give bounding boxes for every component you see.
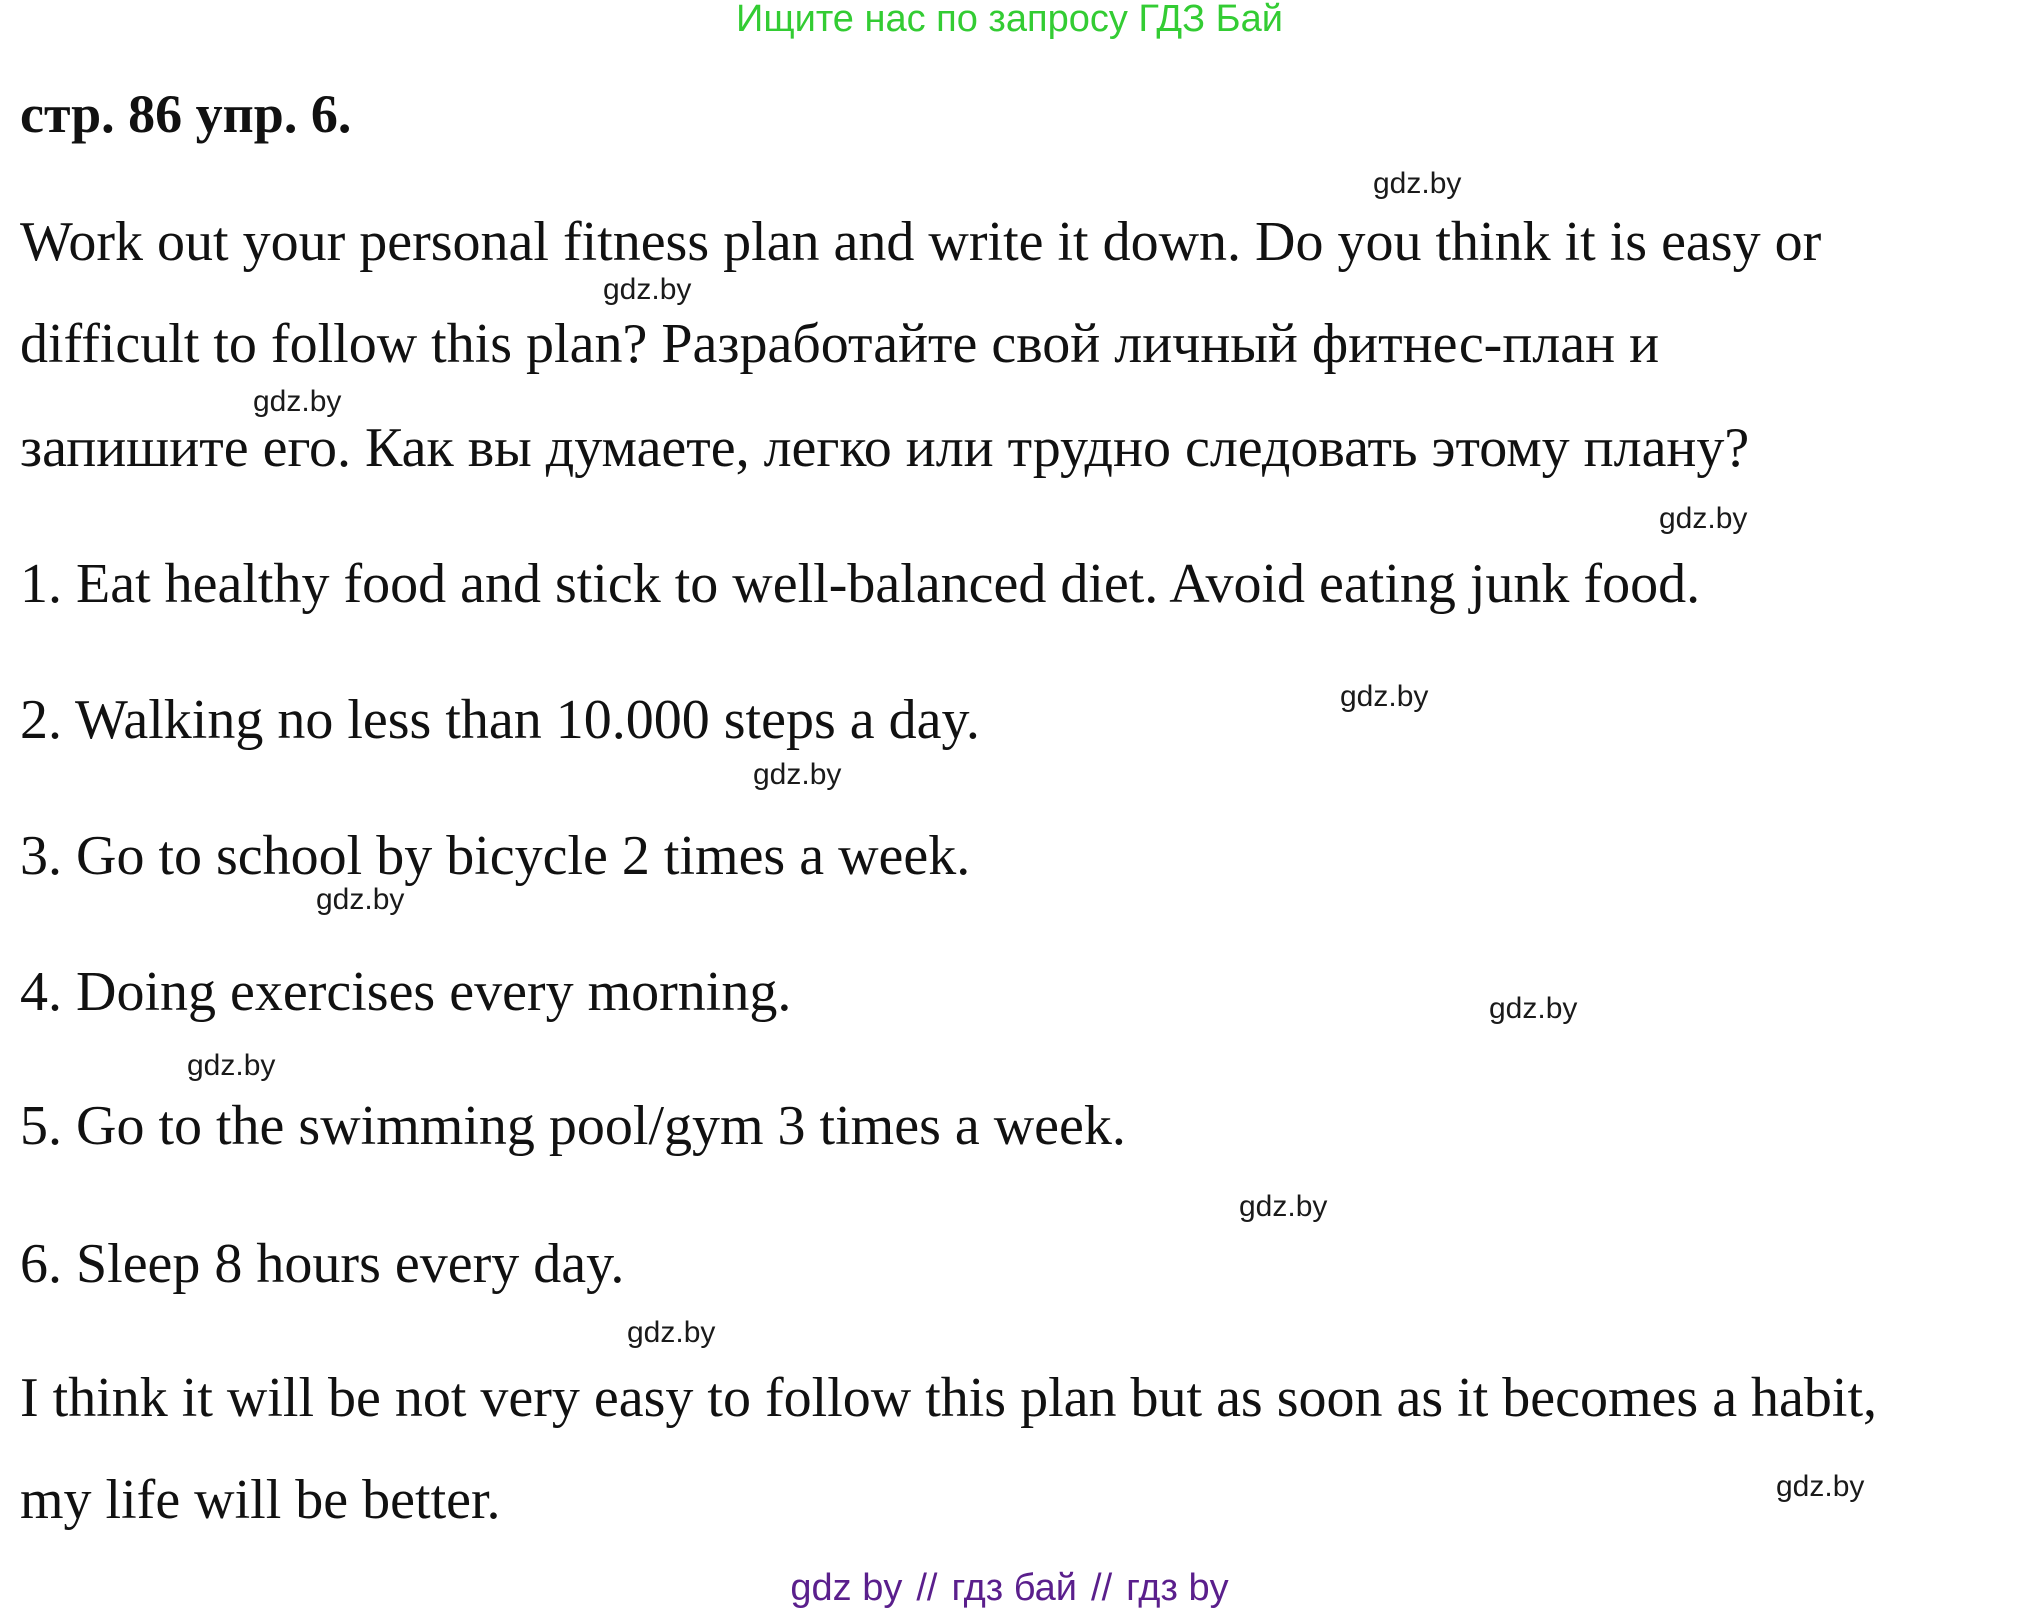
footer-link-gdz-by-ru[interactable]: гдз by (1126, 1567, 1229, 1609)
plan-item-6: 6. Sleep 8 hours every day. (20, 1233, 625, 1295)
watermark: gdz.by (187, 1049, 276, 1082)
footer-link-gdz-bai[interactable]: гдз бай (951, 1567, 1078, 1609)
footer-separator: // (916, 1567, 938, 1609)
footer-separator: // (1091, 1567, 1113, 1609)
plan-item-5: 5. Go to the swimming pool/gym 3 times a week. (20, 1095, 1126, 1157)
watermark: gdz.by (1373, 167, 1462, 200)
plan-item-4: 4. Doing exercises every morning. (20, 961, 792, 1023)
watermark: gdz.by (1489, 992, 1578, 1025)
watermark: gdz.by (1776, 1470, 1865, 1503)
watermark: gdz.by (603, 273, 692, 306)
footer-link-gdz-by[interactable]: gdz by (790, 1567, 903, 1609)
watermark: gdz.by (316, 883, 405, 916)
watermark: gdz.by (1659, 502, 1748, 535)
watermark: gdz.by (753, 758, 842, 791)
task-line-2: difficult to follow this plan? Разработайте свой личный фитнес-план и (20, 313, 1660, 375)
plan-item-3: 3. Go to school by bicycle 2 times a week. (20, 825, 971, 887)
task-line-1: Work out your personal fitness plan and write it down. Do you think it is easy or (20, 211, 1822, 273)
top-banner: Ищите нас по запросу ГДЗ Бай (736, 0, 1283, 40)
watermark: gdz.by (1239, 1190, 1328, 1223)
watermark: gdz.by (253, 385, 342, 418)
conclusion-line-1: I think it will be not very easy to follow this plan but as soon as it becomes a habit, (20, 1367, 1878, 1429)
footer-links (0, 1568, 2019, 1608)
conclusion-line-2: my life will be better. (20, 1469, 501, 1531)
watermark: gdz.by (627, 1316, 716, 1349)
plan-item-2: 2. Walking no less than 10.000 steps a day. (20, 689, 980, 751)
task-line-3: запишите его. Как вы думаете, легко или трудно следовать этому плану? (20, 417, 1750, 479)
page-heading: стр. 86 упр. 6. (20, 84, 352, 144)
plan-item-1: 1. Eat healthy food and stick to well-balanced diet. Avoid eating junk food. (20, 553, 1701, 615)
watermark: gdz.by (1340, 680, 1429, 713)
